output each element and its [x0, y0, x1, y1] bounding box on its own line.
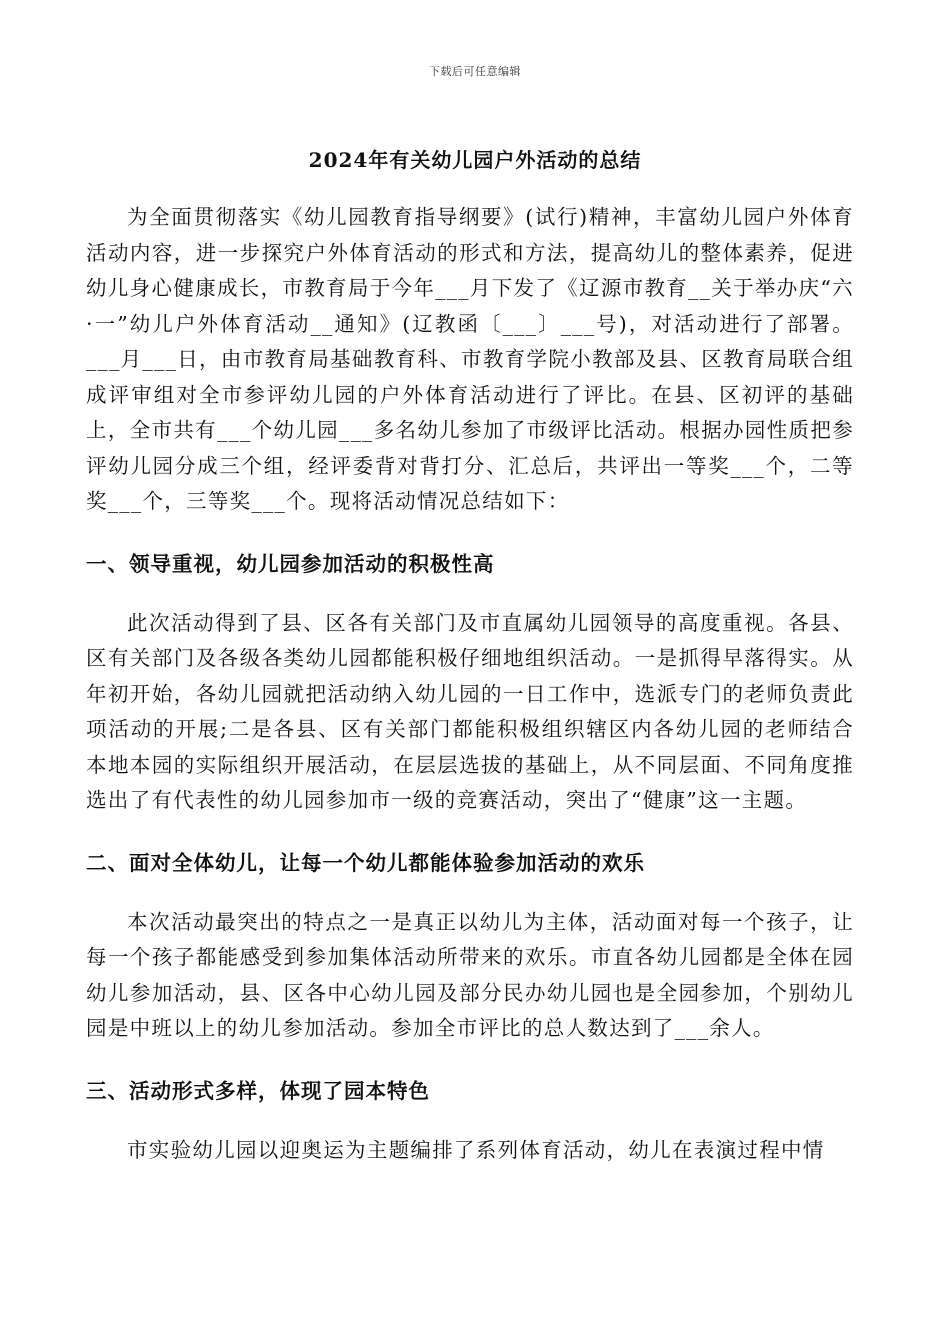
section-body-2: 本次活动最突出的特点之一是真正以幼儿为主体，活动面对每一个孩子，让每一个孩子都能感受到参加集体活动所带来的欢乐。市直各幼儿园都是全体在园幼儿参加活动，县、区各中心幼儿园及部分民办幼儿园也是全园参加，个别幼儿园是中班以上的幼儿参加活动。参加全市评比的总人数达到了___余人。 [86, 909, 854, 1040]
document-body [86, 200, 854, 1168]
document-title: 2024年有关幼儿园户外活动的总结 [308, 148, 642, 172]
section-body-3: 市实验幼儿园以迎奥运为主题编排了系列体育活动，幼儿在表演过程中情 [127, 1137, 825, 1162]
section-heading-1: 一、领导重视，幼儿园参加活动的积极性高 [86, 551, 495, 576]
intro-paragraph: 为全面贯彻落实《幼儿园教育指导纲要》(试行)精神，丰富幼儿园户外体育活动内容，进一步探究户外体育活动的形式和方法，提高幼儿的整体素养，促进幼儿身心健康成长，市教育局于今年___月下发了《辽源市教育__关于举办庆“六·一”幼儿户外体育活动__通知》(辽教函〔___〕___号)，对活动进行了部署。___月___日，由市教育局基础教育科、市教育学院小教部及县、区教育局联合组成评审组对全市参评幼儿园的户外体育活动进行了评比。在县、区初评的基础上，全市共有___个幼儿园___多名幼儿参加了市级评比活动。根据办园性质把参评幼儿园分成三个组，经评委背对背打分、汇总后，共评出一等奖___个，二等奖___个，三等奖___个。现将活动情况总结如下： [86, 205, 854, 513]
section-heading-2: 二、面对全体幼儿，让每一个幼儿都能体验参加活动的欢乐 [86, 850, 645, 875]
section-body-1: 此次活动得到了县、区各有关部门及市直属幼儿园领导的高度重视。各县、区有关部门及各级各类幼儿园都能积极仔细地组织活动。一是抓得早落得实。从年初开始，各幼儿园就把活动纳入幼儿园的一日工作中，选派专门的老师负责此项活动的开展;二是各县、区有关部门都能积极组织辖区内各幼儿园的老师结合本地本园的实际组织开展活动，在层层选拔的基础上，从不同层面、不同角度推选出了有代表性的幼儿园参加市一级的竞赛活动，突出了“健康”这一主题。 [86, 610, 854, 812]
header-note: 下载后可任意编辑 [429, 65, 521, 78]
section-heading-3: 三、活动形式多样，体现了园本特色 [86, 1078, 430, 1103]
